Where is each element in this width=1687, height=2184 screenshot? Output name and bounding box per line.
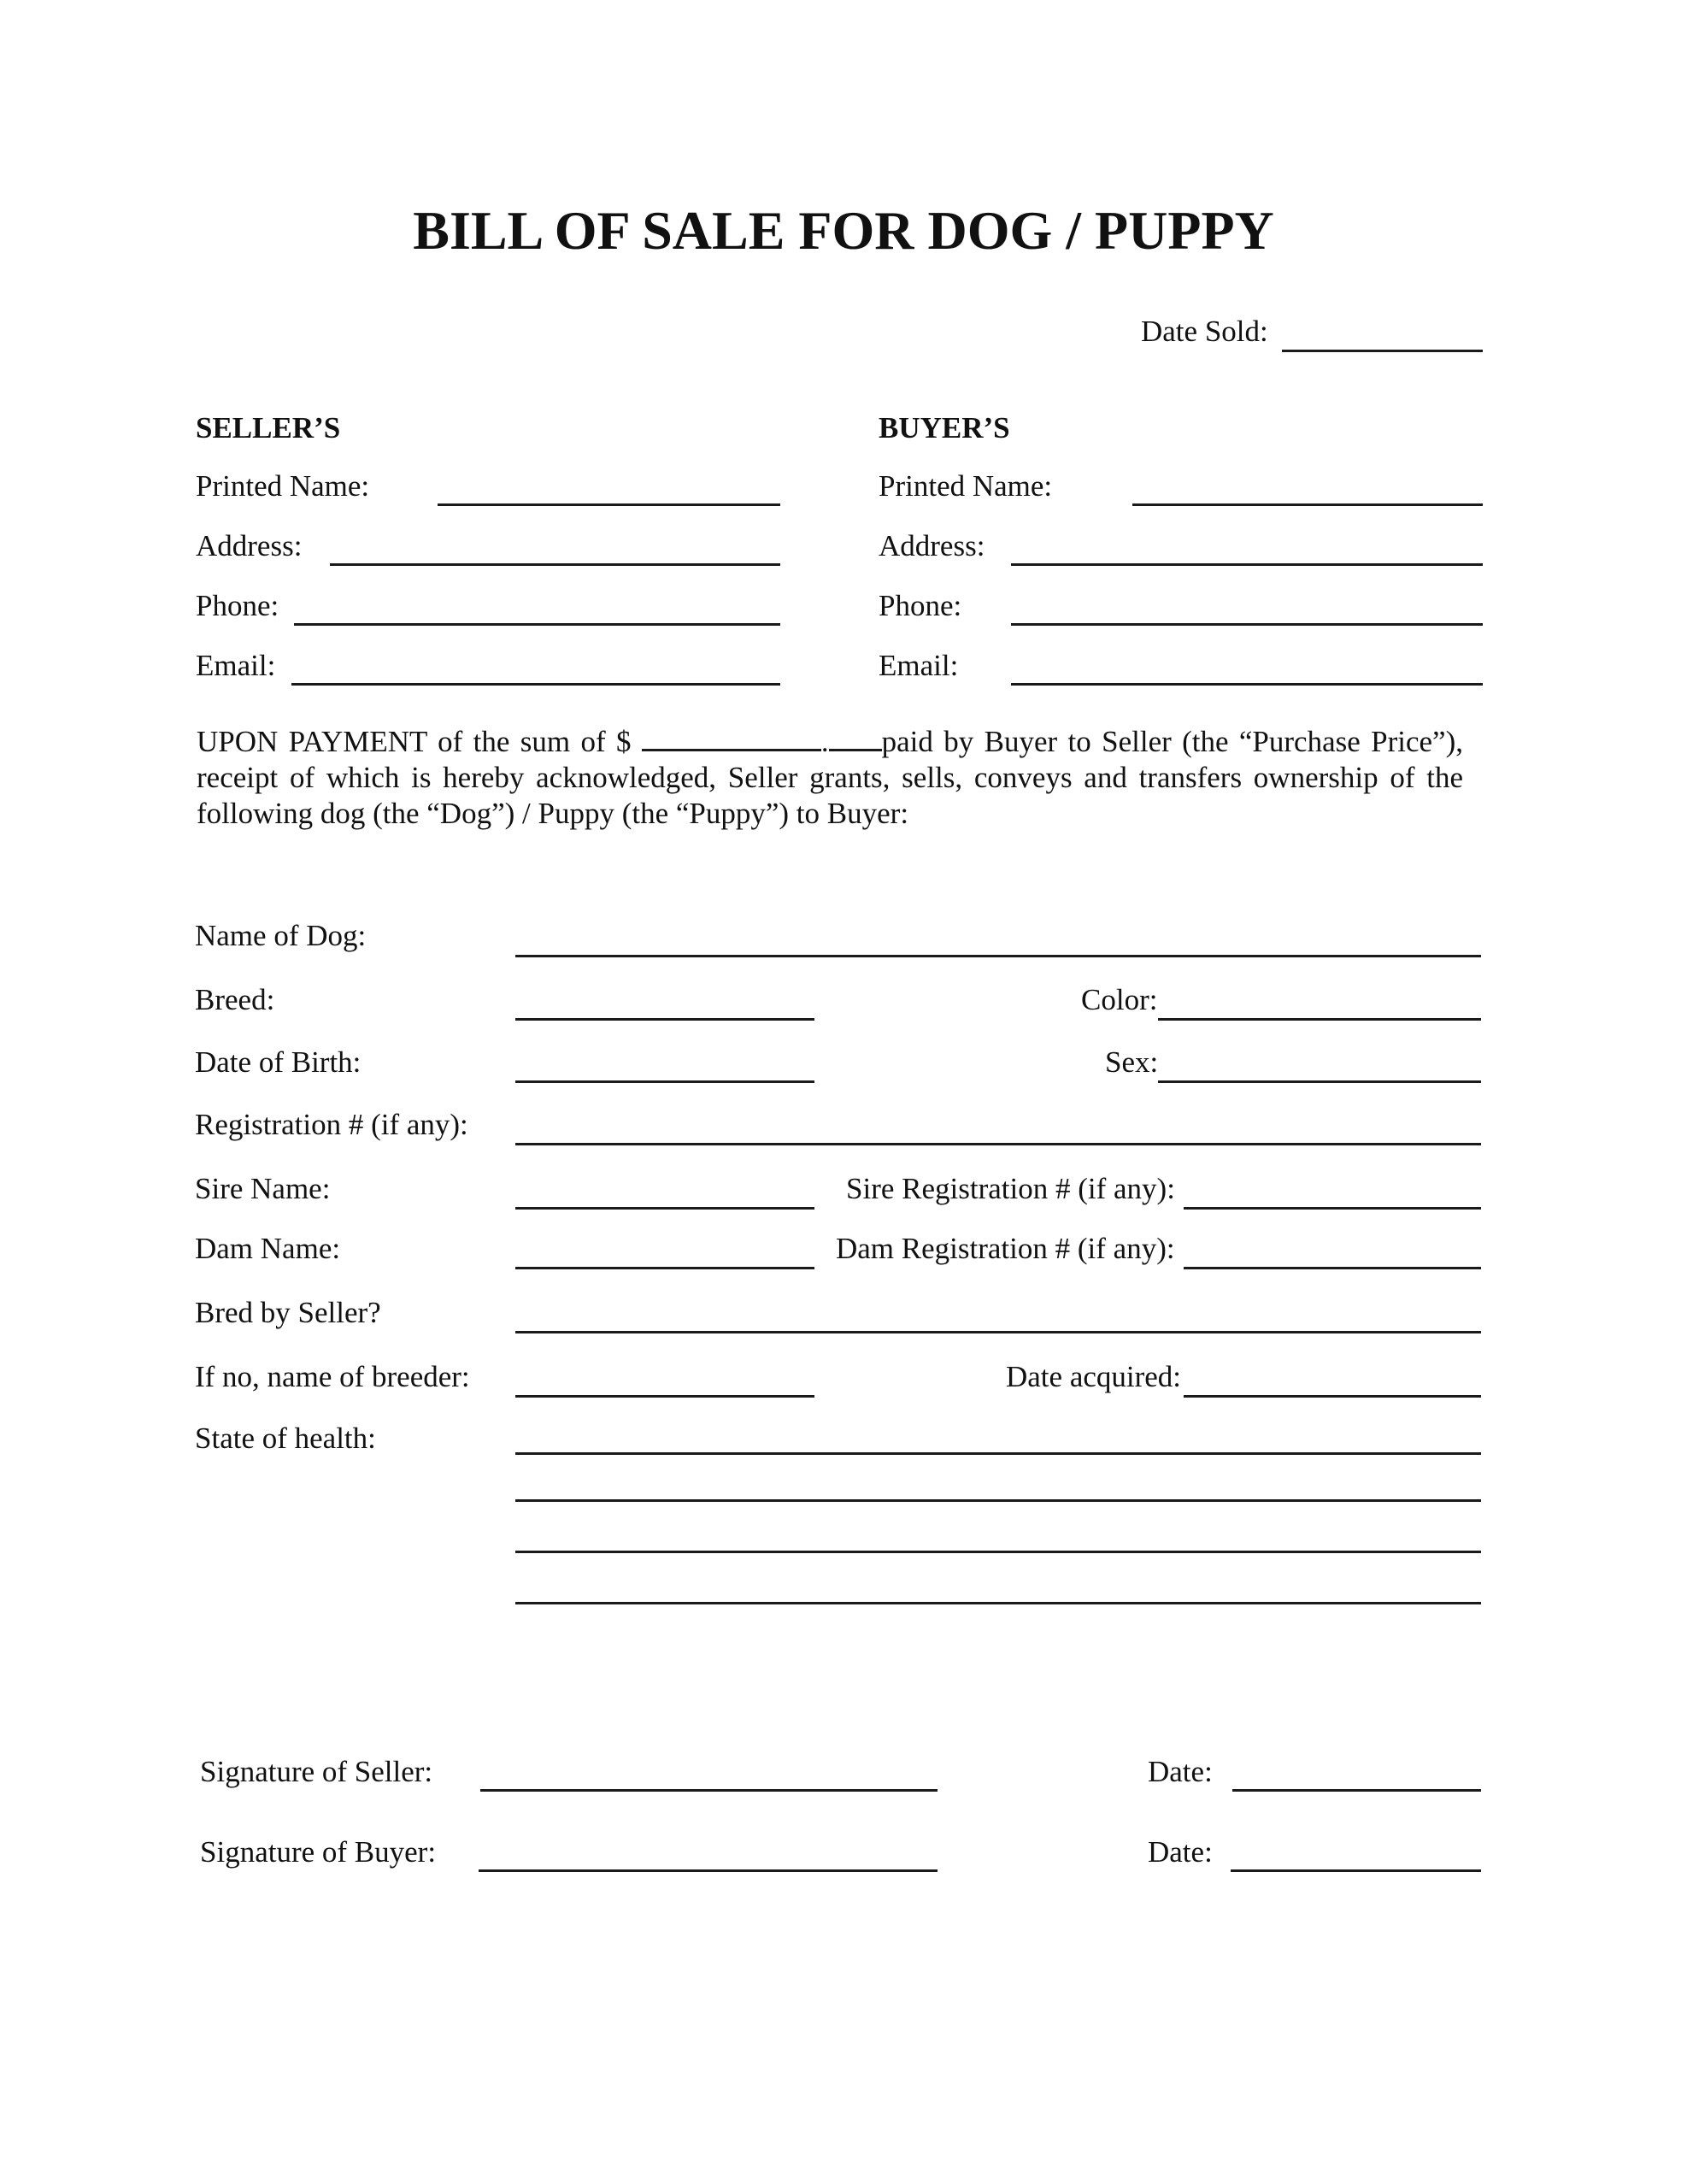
date-acquired-field[interactable] [1184,1395,1481,1398]
dam-registration-field[interactable] [1184,1267,1481,1269]
sire-name-label: Sire Name: [195,1172,331,1205]
buyer-heading: BUYER’S [879,411,1010,444]
bred-by-seller-label: Bred by Seller? [195,1296,381,1329]
state-of-health-field-line-4[interactable] [515,1602,1481,1604]
seller-signature-label: Signature of Seller: [200,1755,433,1788]
payment-paragraph [197,723,1463,832]
dog-name-label: Name of Dog: [195,919,367,952]
buyer-address-label: Address: [879,529,985,562]
document-title: BILL OF SALE FOR DOG / PUPPY [413,200,1274,261]
payment-intro-text: UPON PAYMENT of the sum of $ [197,725,642,758]
buyer-email-label: Email: [879,649,959,682]
state-of-health-field-line-3[interactable] [515,1551,1481,1553]
breed-label: Breed: [195,983,275,1016]
payment-line-2: receipt of which is hereby acknowledged, Seller grants, sells, conveys and transfers ownership of the [197,761,1463,794]
bred-by-seller-field[interactable] [515,1331,1481,1333]
seller-printed-name-field[interactable] [438,503,780,506]
seller-phone-field[interactable] [294,623,780,626]
sire-name-field[interactable] [515,1207,814,1210]
decimal-point: . [820,725,829,758]
buyer-printed-name-label: Printed Name: [879,469,1053,503]
date-sold-label: Date Sold: [1141,315,1268,348]
seller-email-field[interactable] [291,683,780,686]
state-of-health-field-line-2[interactable] [515,1499,1481,1502]
sire-registration-field[interactable] [1184,1207,1481,1210]
sire-registration-label: Sire Registration # (if any): [846,1172,1175,1205]
buyer-signature-label: Signature of Buyer: [200,1835,437,1869]
buyer-address-field[interactable] [1011,563,1483,566]
sex-label: Sex: [1105,1045,1159,1079]
buyer-email-field[interactable] [1011,683,1483,686]
seller-address-field[interactable] [330,563,780,566]
seller-address-label: Address: [196,529,303,562]
payment-line-1 [197,723,1463,760]
date-of-birth-field[interactable] [515,1080,814,1083]
date-acquired-label: Date acquired: [1006,1360,1182,1393]
seller-printed-name-label: Printed Name: [196,469,370,503]
buyer-signature-date-field[interactable] [1231,1869,1481,1872]
state-of-health-label: State of health: [195,1422,376,1455]
breeder-name-field[interactable] [515,1395,814,1398]
seller-phone-label: Phone: [196,589,279,622]
purchase-price-cents-field[interactable] [829,723,882,751]
dam-registration-label: Dam Registration # (if any): [836,1232,1175,1265]
buyer-printed-name-field[interactable] [1132,503,1483,506]
dog-name-field[interactable] [515,955,1481,957]
seller-signature-field[interactable] [480,1789,938,1792]
payment-intro-end: paid by Buyer to Seller (the “Purchase Price”), [881,725,1463,758]
seller-email-label: Email: [196,649,276,682]
color-label: Color: [1081,983,1158,1016]
dam-name-field[interactable] [515,1267,814,1269]
buyer-phone-label: Phone: [879,589,962,622]
breeder-name-label: If no, name of breeder: [195,1360,470,1393]
registration-field[interactable] [515,1143,1481,1145]
date-sold-field[interactable] [1282,350,1483,352]
dam-name-label: Dam Name: [195,1232,341,1265]
buyer-signature-field[interactable] [479,1869,938,1872]
seller-signature-date-field[interactable] [1232,1789,1481,1792]
color-field[interactable] [1158,1018,1481,1021]
seller-heading: SELLER’S [196,411,341,444]
sex-field[interactable] [1158,1080,1481,1083]
breed-field[interactable] [515,1018,814,1021]
registration-label: Registration # (if any): [195,1108,468,1141]
buyer-phone-field[interactable] [1011,623,1483,626]
seller-signature-date-label: Date: [1148,1755,1213,1788]
state-of-health-field-line-1[interactable] [515,1452,1481,1455]
buyer-signature-date-label: Date: [1148,1835,1213,1869]
date-of-birth-label: Date of Birth: [195,1045,362,1079]
purchase-price-dollars-field[interactable] [642,723,821,751]
payment-line-3: following dog (the “Dog”) / Puppy (the “Puppy”) to Buyer: [197,797,909,830]
